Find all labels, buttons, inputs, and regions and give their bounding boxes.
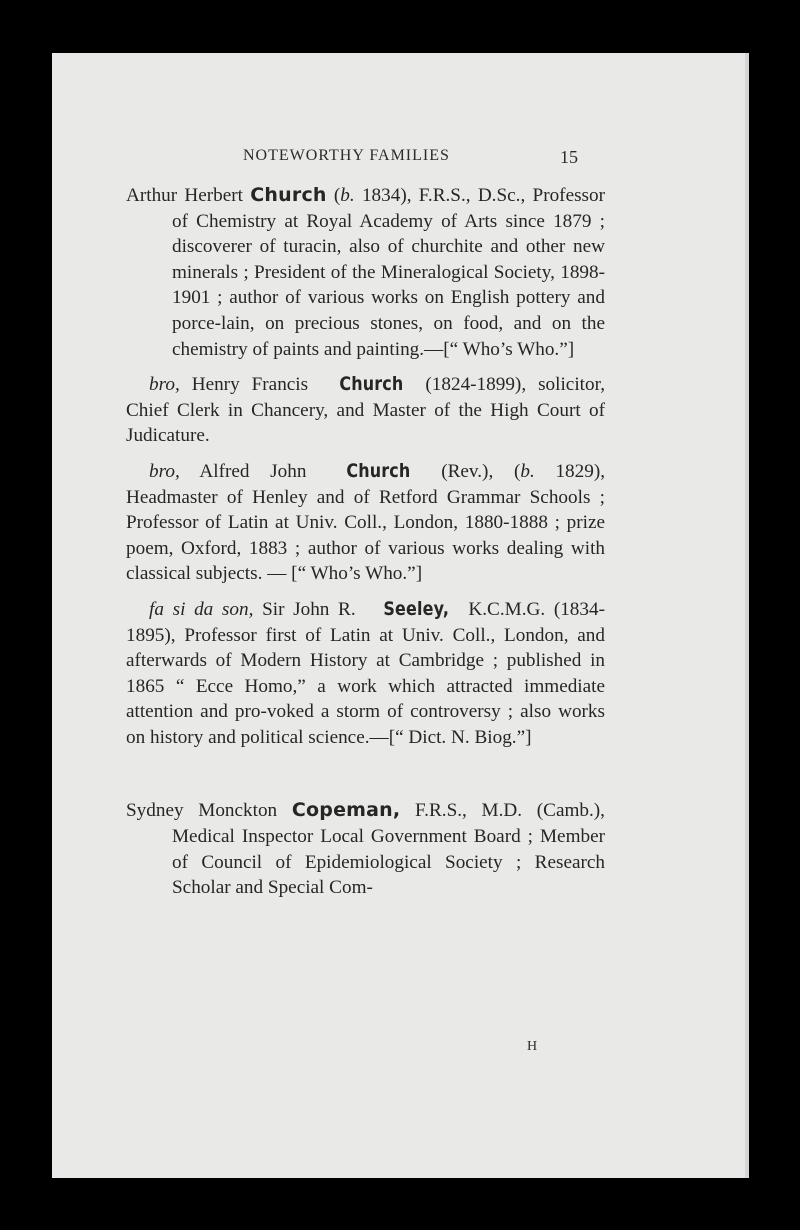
family-name: Church — [250, 184, 327, 206]
page-header — [52, 147, 749, 171]
family-name: Seeley, — [383, 597, 450, 620]
family-name: Church — [339, 373, 404, 396]
entry-john-r-seeley: fa si da son, Sir John R. Seeley, K.C.M.G. (1834-1895), Professor first of Latin at Univ. Coll., London, and afterwards of Modern History at Cambridge ; published in 1865 “ Ecce Homo,” a work which attracted immediate attention and pro-voked a storm of controversy ; also works on history and political science.—[“ Dict. N. Biog.”] — [126, 597, 605, 748]
entry-sydney-monckton-copeman: Sydney Monckton Copeman, F.R.S., M.D. (Camb.), Medical Inspector Local Government Board ; Member of Council of Epidemiological Society ; Research Scholar and Special Com- — [126, 799, 605, 899]
running-title: NOTEWORTHY FAMILIES — [243, 147, 450, 164]
relation-label: bro, — [149, 374, 180, 396]
entry-arthur-herbert-church: Arthur Herbert Church (b. 1834), F.R.S., D.Sc., Professor of Chemistry at Royal Academy of Arts since 1879 ; discoverer of turacin, also of churchite and other new minerals ; President of the Mineralogical Society, 1898-1901 ; author of various works on English pottery and porce-lain, on precious stones, on food, and on the chemistry of paints and painting.—[“ Who’s Who.”] — [126, 184, 606, 360]
relation-label: fa si da son, — [149, 598, 254, 620]
page-edge — [745, 53, 749, 1178]
book-page — [52, 53, 749, 1178]
entry-alfred-john-church: bro, Alfred John Church (Rev.), (b. 1829), Headmaster of Henley and of Retford Grammar Schools ; Professor of Latin at Univ. Coll., London, 1880-1888 ; prize poem, Oxford, 1883 ; author of various works dealing with classical subjects. — [“ Who’s Who.”] — [126, 459, 605, 585]
family-name: Copeman, — [291, 799, 401, 822]
page-body — [126, 183, 605, 911]
signature-mark: H — [527, 1039, 539, 1054]
page-number: 15 — [560, 147, 578, 167]
entry-henry-francis-church: bro, Henry Francis Church (1824-1899), solicitor, Chief Clerk in Chancery, and Master of the High Court of Judicature. — [126, 373, 605, 447]
relation-label: bro, — [149, 460, 180, 482]
family-name: Church — [346, 459, 411, 482]
